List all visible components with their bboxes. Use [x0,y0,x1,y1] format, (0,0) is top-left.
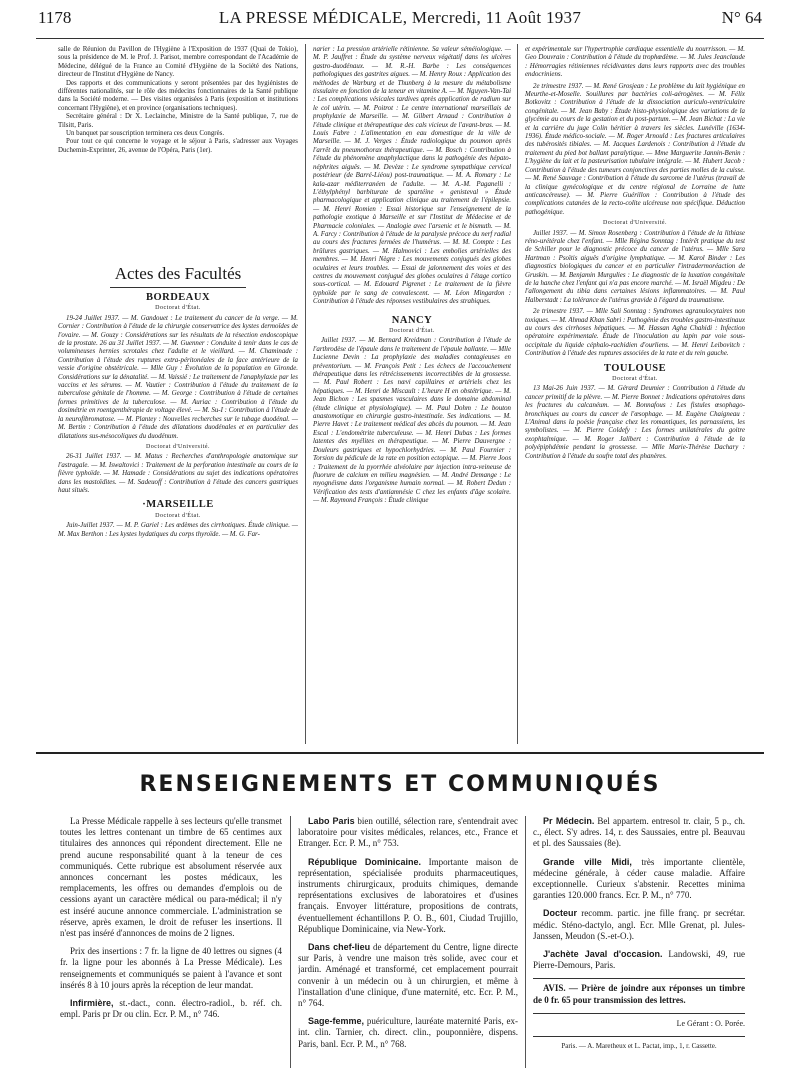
thesis-list: 2e trimestre 1937. — M. René Grosjean : Le problème du lait hygiénique en Meurthe-et-Moselle. Souillures par bactéries coli-aérogènes. — M. Félix Botkovitz : Contribution à l'étude de la dissociation auriculo-ventriculaire congénitale. — M. Jean Baby : Étude histo-physiologique des variations de la glycémie au cours de la gestation et du post-partum. — M. Jean Bichat : La vie et la carrière du juge Colin héritier à travers les siècles. Lunéville (1634-1936). Étude médico-sociale. — M. Roger Arnould : Les fractures articulaires des tubérosités tibiales. — M. Jacques Lardenois : Contribution à l'étude du traitement du pied bot ballant paralytique. — Mme Marguerite Jannin-Benin : L'hygiène du lait et la pasteurisation tubulaire intégrale. — M. Hubert Jacob : Contribution à l'étude des tumeurs conjonctives des parties molles de la cuisse. — M. René Sauvage : Contribution à l'étude du sarcome de l'utérus (travail de la clinique gynécologique et du centre régional de Lorraine de lutte anticancéreuse). — M. Pierre Guérillon : Contribution à l'étude des complications cutanées de la recto-colite ulcéreuse non spécifique. Déduction pathogénique. [525,82,745,216]
column-divider [305,44,306,744]
paragraph: Pour tout ce qui concerne le voyage et le séjour à Paris, s'adresser aux Voyages Duchemin-Exprinter, 26, avenue de l'Opéra, Paris (1er). [58,138,298,154]
thesis-list: 2e trimestre 1937. — Mlle Sali Sonntag : Syndromes agranulocytaires non toxiques. — M. Ahmad Khan Sabri : Pathogénie des troubles gastro-intestinaux au cours des cirrhoses hépatiques. — M. Hassan Agha Chahidi : Infection opératoire expérimentale. Étude de l'inoculation au lapin par voie sous-occipitale du liquide céphalo-rachidien d'ourliens. — M. Henri Leibovitch : Contribution à l'étude des ruptures associées de la rate et du rein gauche. [525,308,745,358]
avis-notice: AVIS. — Prière de joindre aux réponses un timbre de 0 fr. 65 pour transmission des lettres. [533,983,745,1005]
classified-ad [298,857,518,935]
imprint-rule [533,1036,745,1037]
degree-heading: Doctorat d'État. [612,376,658,383]
column-1-bottom [58,288,298,746]
thesis-list: 26-31 Juillet 1937. — M. Matus : Recherches d'anthropologie anatomique sur l'astragale. — M. Iswaltovici : Traitement de la perforation intestinale au cours de la fièvre typhoïde. — M. Hamade : Considérations au sujet des indications opératoires dans les mastoïdites. — M. Sadeuoff : Contribution à l'étude des cancers gastriques haut situés. [58,453,298,494]
classifieds-column-3 [533,816,745,1071]
thesis-list: Juillet 1937. — M. Simon Rosenberg : Contribution à l'étude de la lithiase réno-urétérale chez l'enfant. — Mlle Régina Sonntag : Intérêt pratique du test de Schiller pour le diagnostic précoce du cancer de l'utérus. — Mlle Sara Hartman : Psoïtis aiguës d'origine lymphatique. — M. Karol Binder : Les diagnostics biologiques du cancer et en particulier l'intradermoréaction de Gruskin. — M. Benjamin Murgulies : Le diagnostic de la luxation congénitale de la hanche chez l'enfant qui n'a pas encore marché. — M. Israël Migdeu : De l'allongement du tibia dans certaines lésions inflammatoires. — M. Paul Halberstadt : La tolérance de l'utérus gravide à l'égard du traumatisme. [525,229,745,304]
classified-ad [298,816,518,850]
ad-keyword: Sage-femme, [308,1016,365,1027]
classified-ad [533,949,745,971]
city-heading: BORDEAUX [145,292,211,303]
ad-text: bien outillé, sélection rare, s'entendrait avec laboratoire pour visites médicales, relances, etc., France et Etranger. Ecr. P. M., n° 753. [298,816,518,849]
page-number: 1178 [38,8,72,27]
ad-keyword: Infirmière, [70,998,114,1009]
ad-text: Importante maison de représentation, spécialisée produits pharmaceutiques, instruments chirurgicaux, produits chimiques, demande représentations exclusives de laboratoires et d'usines français. Envoyer littérature, propositions de contrats, éventuellement échantillons P. O. B., 601, Ciudad Trujillo, République Dominicaine, via New-York. [298,856,518,934]
ad-text: puériculture, lauréate maternité Paris, ex-int. clin. Tarnier, ch. direct. clin., pouponnière, dispens. Paris, banl. Ecr. P. M., n° 768. [298,1016,518,1049]
notice-intro: La Presse Médicale rappelle à ses lecteurs qu'elle transmet toutes les lettres contenant un timbre de 65 centimes aux titulaires des annonces qui répondent directement. Elle ne prend aucune responsabilité quant à la teneur de ces communiqués. Cette rubrique est absolument réservée aux annonces concernant les postes médicaux, les remplacements, les offres ou demandes d'emplois ou de cessions ayant un caractère médical ou para-médical; il n'y est inséré aucune annonce commerciale. L'administration se réserve, après examen, le droit de refuser les insertions. Il n'est pas inséré d'annonces de moins de 2 lignes. [60,816,282,939]
imprint-line: Paris. — A. Maretheux et L. Pactat, imp., 1, r. Cassette. [561,1042,717,1051]
classified-ad [298,942,518,1009]
classifieds-column-1 [60,816,282,1071]
city-heading: TOULOUSE [603,362,667,374]
section-separator [36,752,764,754]
thesis-list: 13 Mai-26 Juin 1937. — M. Gérard Deumier : Contribution à l'étude du cancer primitif de la plèvre. — M. Pierre Bonnet : Indications opératoires dans les fractures du calcanéum. — M. Bonnafous : Les fistules œsophago-bronchiques au cours du cancer de l'œsophage. — M. Eugène Chaigneau : L'Animal dans la poésie française chez les romantiques, les parnassiens, les symbolistes. — M. Pierre Coldefy : Les formes unilatérales du goitre exophtalmique. — M. Roger Jalibert : Contribution à l'étude de la polyépiphdémie pendant la grossesse. — Mlle Marie-Thérèse Dachary : Contribution à l'étude du soufre total des phanères. [525,385,745,460]
ad-text: recomm. partic. jne fille franç. pr secrétar. médic. Sténo-dactylo, angl. Ecr. Mlle Grenat, pl. Jules-Janssen, Meudon (S.-et-O.). [533,908,745,941]
paragraph: salle de Réunion du Pavillon de l'Hygiène à l'Exposition de 1937 (Quai de Tokio), sous la présidence de M. le Prof. J. Parisot, membre correspondant de l'Académie de Médecine, délégué de la France au Comité d'Hygiène de la Société des Nations, directeur de l'Institut d'Hygiène de Nancy. [58,46,298,79]
page-header [18,8,782,40]
ad-text: Landowski, 49, rue Pierre-Demours, Paris. [533,949,745,971]
gerant-rule [533,1013,745,1014]
paragraph: Secrétaire général : Dr X. Leclainche, Ministre de la Santé publique, 7, rue de Tilsitt, Paris. [58,113,298,129]
column-divider [517,44,518,744]
classified-ad [533,857,745,902]
ad-keyword: Labo Paris [308,816,355,826]
classified-ad [533,908,745,942]
classified-ad [60,998,282,1020]
paragraph: Des rapports et des communications y seront présentées par des hygiénistes de différentes nationalités, sur le rôle des médecins fonctionnaires de la Santé publique dans la Société moderne. — Des visites organisées à Paris (exposition et institutions concernant l'Hygiène), et en province (organisations techniques). [58,79,298,112]
ad-keyword: Dans chef-lieu [308,942,371,953]
ad-text: de département du Centre, ligne directe sur Paris, à vendre une maison très solide, avec cour et jardin. Aménagé et transformé, cet emplacement pourrait convenir à un médecin ou à un chirurgien, et même à l'installation d'une clinique, d'une maternité, etc. Ecr. P. M., n° 764. [298,942,518,1009]
issue-number: N° 64 [721,8,762,27]
column-divider [290,816,291,1068]
ad-text: st.-dact., conn. électro-radiol., b. réf. ch. empl. Paris pr Dr ou clin. Ecr. P. M., n° 746. [60,998,282,1020]
degree-heading: Doctorat d'État. [155,305,201,312]
ad-keyword: Docteur [543,908,578,919]
column-3 [525,46,745,746]
ad-text: très importante clientèle, médecine générale, à céder cause maladie. Affaire exceptionnelle. Curieux s'abstenir. Recettes minima garanties 120.000 francs. Ecr. P. M., n° 770. [533,856,745,901]
ad-text: Bel appartem. entresol tr. clair, 5 p., ch. c., élect. S'y adres. 14, r. des Saussaies, entre pl. Beauvau et pl. des Saussaies (8e). [533,816,745,849]
classified-ad [298,1016,518,1050]
thesis-list: Juin-Juillet 1937. — M. P. Gariel : Les œdèmes des cirrhotiques. Étude clinique. — M. Max Berthon : Les kystes hydatiques du corps thyroïde. — M. G. Far- [58,522,298,538]
gerant-line: Le Gérant : O. Porée. [676,1018,745,1028]
classified-ad [533,816,745,850]
journal-title: LA PRESSE MÉDICALE, Mercredi, 11 Août 1937 [218,8,582,27]
ad-keyword: Grande ville Midi, [543,856,632,867]
paragraph: Un banquet par souscription terminera ces deux Congrès. [66,130,225,138]
column-1-top [58,46,298,301]
thesis-list: 19-24 Juillet 1937. — M. Gandouet : Le traitement du cancer de la verge. — M. Cornier : Contribution à l'étude de la chirurgie conservatrice des kystes dermoïdes de l'ovaire. — M. Gouzy : Considérations sur les résultats de la résection endoscopique de la prostate. 26 au 31 Juillet 1937. — M. Guenner : Conduite à tenir dans le cas de volumineuses hernies scrotales chez l'adulte et le vieillard. — M. Chaminade : Contribution à l'étude des ruptures extra-péritonéales de la face antérieure de la vessie d'origine obstétricale. — Mlle Guy : Évolution de la population en Gironde. Considérations sur la dénatalité. — M. Vaissié : Le traitement de l'anaphylaxie par les vaccins et les sérums. — M. Vautier : Contribution à l'étude du traitement de la tuberculose génitale de l'homme. — M. George : Contribution à l'étude de certaines formes primitives de la tuberculose. — M. Auriac : Contribution à l'étude du dosimétrie en roentgenthérapie de voltage élevé. — M. Su-I : Contribution à l'étude de la neurofibromatose. — M. Plantey : Nouvelles recherches sur le tubage duodénal. — M. Bertin : Contribution à l'étude des dilatations duodénales et en particulier des dilatations sus-mésocoliques du duodénum. [58,314,298,440]
degree-heading: Doctorat d'Université. [145,443,211,450]
degree-heading: Doctorat d'Université. [602,220,668,227]
section-title-facultes: Actes des Facultés [114,264,242,283]
avis-rule [533,978,745,979]
column-2 [313,46,511,746]
classifieds-column-2 [298,816,518,1071]
column-divider [525,816,526,1068]
degree-heading: Doctorat d'État. [155,512,201,519]
ad-keyword: République Dominicaine. [308,856,421,867]
header-rule [36,38,764,39]
ad-keyword: J'achète Javal d'occasion. [543,949,663,960]
thesis-list: Juillet 1937. — M. Bernard Kreidman : Contribution à l'étude de l'arthrodèse de l'épaule dans le traitement de l'épaule ballante. — Mlle Lucienne Devin : La prophylaxie des maladies contagieuses en préventorium. — M. François Petit : Les échecs de l'accouchement thérapeutique dans les rétrécissements incorrectibles de la grossesse. — M. Paul Robert : Les nævi capillaires et artériels chez les hépatiques. — M. Henri de Miscault : L'heure H en obstétrique. — M. Jean Bichon : Les spasmes vasculaires dans le domaine abdominal (étude clinique et physiologique). — M. Paul Dohm : Le bouton anastomotique en chirurgie gastro-intestinale. Ses indications. — M. Pierre Havet : Le traitement médical des abcès du poumon. — M. Jean Escal : L'endométrite tuberculeuse. — M. Henri Dubas : Les formes latentes des myélites en thérapeutique. — M. Pierre Dauvergne : Douleurs gastriques et hypochlorhydries. — M. Paul Fournier : Torsion du pédicule de la rate en position ectopique. — M. Pierre Joos : Traitement de la pyorrhée alvéolaire par injection intra-veineuse de fluorure de calcium en milieu magnésien. — M. André Demange : Le myognéisme dans l'organisme humain normal. — M. Robert Dedun : Vérification des tests d'antiamnésie C chez les enfants d'âge scolaire. — M. Raymond François : Étude clinique [313,337,511,505]
renseignements-title: RENSEIGNEMENTS ET COMMUNIQUÉS [139,772,661,797]
notice-prices: Prix des insertions : 7 fr. la ligne de 40 lettres ou signes (4 fr. la ligne pour les abonnés à La Presse Médicale). Les renseignements et communiqués se paient à l'avance et sont insérés 8 à 10 jours après la réception de leur mandat. [60,946,282,990]
city-heading: ·MARSEILLE [142,499,214,511]
city-heading: NANCY [391,314,433,326]
thesis-list: et expérimentale sur l'hypertrophie cardiaque essentielle du nourrisson. — M. Geo Douvrain : Contribution à l'étude du trophœdème. — M. Jules Jeanclaude : Hémorragies rétiniennes récidivantes dans leurs rapports avec des troubles endocriniens. [525,46,745,79]
thesis-list: narier : La pression artérielle rétinienne. Sa valeur séméiologique. — M. P. Jauffret : Étude du système nerveux végétatif dans les ulcères gastro-duodénaux. — M. R.-H. Barbe : Les conséquences pathologiques des gastrites aigues. — M. Henry Roux : Application des méthodes de Warburg et de Thunberg à la mesure du métabolisme tissulaire en fonction de la teneur en vitamine A. — M. Nguyen-Van-Tai : Les complications vésicales tardives après application de radium sur le col utérin. — M. Poitrot : Le centre international marseillais de prophylaxie de Marseille. — M. Gilbert Arnaud : Contribution à l'étude clinique et thérapeutique des cals vicieux de l'avant-bras. — M. Louis Fabre : L'alimentation en eau domestique de la ville de Marseille. — M. J. Verges : Étude radiologique du poumon après l'arrêt du pneumothorax thérapeutique. — M. Bosch : Contribution à l'étude du phénomène anaphylactique dans la pathogénie des hépato-néphrites aiguës. — M. Devèze : Le syndrome sympathique cervical postérieur (de Barré-Liéou) post-traumatique. — M. A. Romary : Le kala-azar méditerranéen de l'adulte. — M. A.-M. Paganelli : L'éthylphényl barbiturate de spartéine « genisteval » Étude pharmacologique et application clinique au traitement de l'épilepsie. — M. Henri Romien : Essai historique sur l'enseignement de la pathologie exotique à Marseille et sur l'Institut de Médecine et de Pharmacie coloniales. — Analogie avec l'arsenic et le bismuth. — M. A. Farcy : Contribution à l'étude de la paralysie précoce du nerf radial au cours des fractures fermées de l'humérus. — M. M. Compte : Les brûlures gastriques. — M. Halmovici : Les embolies artérielles des membres. — M. Henri Nègre : Les mouvements conjugués des globes oculaires et leurs troubles. — Essai de jalonnement des voies et des centres du mouvement conjugué des globes oculaires à l'étage cortico sous-cortical. — M. Edouard Pigrenet : Le traitement de la fièvre typhoïde par le sang de convalescent. — M. Léon Mingardon : Contribution à l'étude des réponses vestibulaires des strabiques. [313,46,511,306]
degree-heading: Doctorat d'État. [389,328,435,334]
ad-keyword: Pr Médecin. [543,816,595,826]
